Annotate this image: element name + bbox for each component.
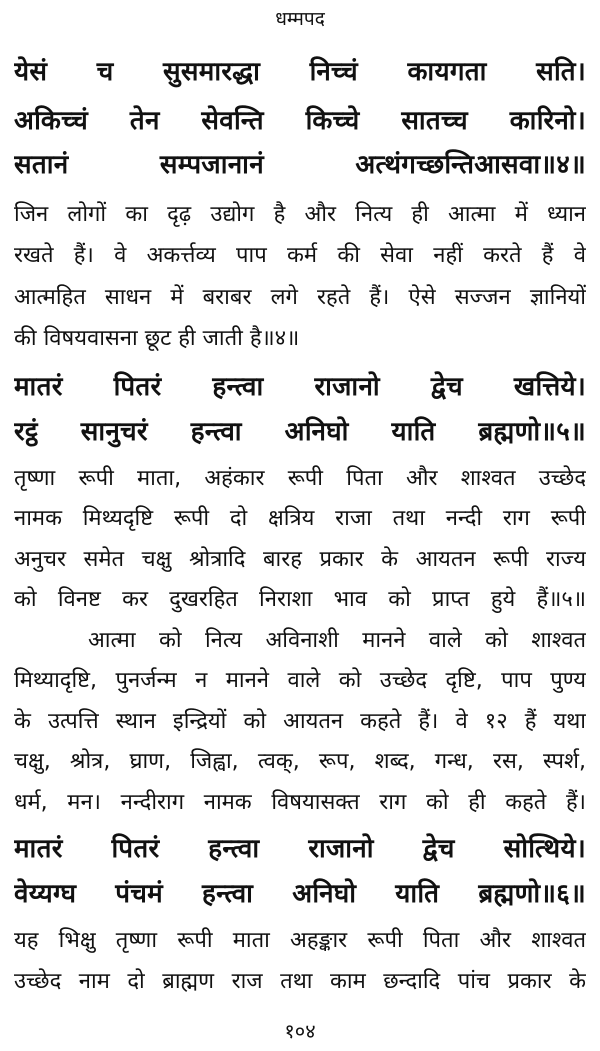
verse-4-line-3: सतानं सम्पजानानं अत्थंगच्छन्तिआसवा॥४॥ — [14, 150, 586, 180]
commentary-5-line-9: धर्म, मन। नन्दीराग नामक विषयासक्त राग को ही कहते हैं। — [14, 790, 586, 815]
verse-4-line-2: अकिच्चं तेन सेवन्ति किच्चे सातच्च कारिनो। — [14, 106, 586, 136]
commentary-6-line-1: यह भिक्षु तृष्णा रूपी माता अहङ्कार रूपी पिता और शाश्वत — [14, 928, 586, 953]
verse-4-line-1: येसं च सुसमारद्धा निच्चं कायगता सति। — [14, 57, 586, 87]
commentary-5-line-5: आत्मा को नित्य अविनाशी मानने वाले को शाश्वत — [88, 628, 586, 653]
running-head: धम्मपद — [275, 8, 325, 30]
verse-5-line-1: मातरं पितरं हन्त्वा राजानो द्वेच खत्तिये। — [14, 372, 586, 402]
commentary-4-line-3: आत्महित साधन में बराबर लगे रहते हैं। ऐसे सज्जन ज्ञानियों — [14, 285, 586, 310]
verse-6-line-2: वेय्यग्घ पंचमं हन्त्वा अनिघो याति ब्रह्मणो॥६॥ — [14, 879, 586, 909]
commentary-4-line-1: जिन लोगों का दृढ़ उद्योग है और नित्य ही आत्मा में ध्यान — [14, 202, 586, 227]
verse-6-line-1: मातरं पितरं हन्त्वा राजानो द्वेच सोत्थिये। — [14, 834, 586, 864]
commentary-5-line-7: के उत्पत्ति स्थान इन्द्रियों को आयतन कहते हैं। वे १२ हैं यथा — [14, 709, 586, 734]
commentary-5-line-1: तृष्णा रूपी माता, अहंकार रूपी पिता और शाश्वत उच्छेद — [14, 466, 586, 491]
commentary-6-line-2: उच्छेद नाम दो ब्राह्मण राज तथा काम छन्दादि पांच प्रकार के — [14, 969, 586, 994]
verse-5-line-2: रट्ठं सानुचरं हन्त्वा अनिघो याति ब्रह्मणो॥५॥ — [14, 417, 586, 447]
commentary-5-line-3: अनुचर समेत चक्षु श्रोत्रादि बारह प्रकार के आयतन रूपी राज्य — [14, 547, 586, 572]
commentary-5-line-4: को विनष्ट कर दुखरहित निराशा भाव को प्राप्त हुये हैं॥५॥ — [14, 587, 586, 612]
commentary-4-line-4: की विषयवासना छूट ही जाती है॥४॥ — [14, 326, 300, 351]
commentary-5-line-8: चक्षु, श्रोत्र, घ्राण, जिह्वा, त्वक्, रूप, शब्द, गन्ध, रस, स्पर्श, — [14, 749, 586, 774]
page-number: १०४ — [284, 1019, 316, 1043]
commentary-4-line-2: रखते हैं। वे अकर्त्तव्य पाप कर्म की सेवा नहीं करते हैं वे — [14, 243, 586, 268]
commentary-5-line-6: मिथ्यादृष्टि, पुनर्जन्म न मानने वाले को उच्छेद दृष्टि, पाप पुण्य — [14, 668, 586, 693]
commentary-5-line-2: नामक मिथ्यदृष्टि रूपी दो क्षत्रिय राजा तथा नन्दी राग रूपी — [14, 506, 586, 531]
